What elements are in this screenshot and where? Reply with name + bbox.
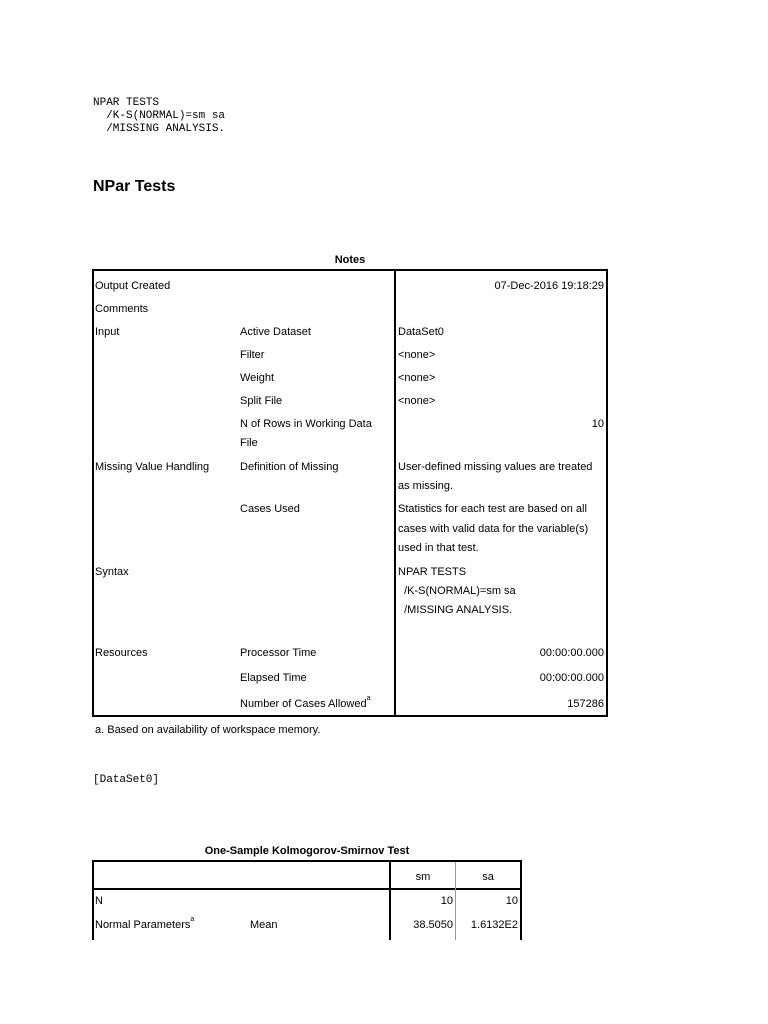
footnote-marker: a bbox=[190, 916, 195, 923]
syntax-line: NPAR TESTS bbox=[93, 97, 160, 109]
notes-footnote: a. Based on availability of workspace memory. bbox=[95, 724, 321, 736]
active-dataset-label: Active Dataset bbox=[240, 326, 311, 338]
dataset-tag: [DataSet0] bbox=[93, 774, 160, 786]
cases-used-value-cont: used in that test. bbox=[398, 542, 479, 554]
ks-mean-sa: 1.6132E2 bbox=[470, 919, 518, 931]
output-created-value: 07-Dec-2016 19:18:29 bbox=[494, 280, 604, 292]
ks-n-sm: 10 bbox=[440, 895, 453, 907]
cases-allowed-value: 157286 bbox=[567, 698, 604, 710]
processor-time-value: 00:00:00.000 bbox=[539, 647, 604, 659]
syntax-label: Syntax bbox=[95, 566, 129, 578]
missing-value-handling-label: Missing Value Handling bbox=[95, 461, 210, 473]
syntax-value: NPAR TESTS bbox=[398, 566, 467, 578]
ks-n-label: N bbox=[95, 895, 103, 907]
syntax-value-cont: /MISSING ANALYSIS. bbox=[398, 604, 513, 616]
n-rows-label-cont: File bbox=[240, 437, 258, 449]
split-file-label: Split File bbox=[240, 395, 283, 407]
filter-label: Filter bbox=[240, 349, 265, 361]
notes-column-divider bbox=[394, 271, 396, 715]
ks-n-sa: 10 bbox=[505, 895, 518, 907]
cases-used-value: Statistics for each test are based on all bbox=[398, 503, 587, 515]
definition-of-missing-label: Definition of Missing bbox=[240, 461, 339, 473]
weight-label: Weight bbox=[240, 372, 275, 384]
elapsed-time-value: 00:00:00.000 bbox=[539, 672, 604, 684]
split-file-value: <none> bbox=[398, 395, 436, 407]
npar-tests-heading: NPar Tests bbox=[93, 178, 176, 195]
cases-allowed-label-text: Number of Cases Allowed bbox=[240, 698, 367, 710]
notes-table-title: Notes bbox=[334, 254, 366, 266]
output-created-label: Output Created bbox=[95, 280, 171, 292]
comments-label: Comments bbox=[95, 303, 149, 315]
cases-allowed-label bbox=[240, 695, 370, 714]
ks-header-rule bbox=[92, 888, 522, 890]
ks-mean-sm: 38.5050 bbox=[413, 919, 453, 931]
cases-used-value-cont: cases with valid data for the variable(s) bbox=[398, 523, 589, 535]
resources-label: Resources bbox=[95, 647, 148, 659]
definition-of-missing-value-cont: as missing. bbox=[398, 480, 454, 492]
input-label: Input bbox=[95, 326, 120, 338]
ks-col-sa: sa bbox=[482, 871, 494, 883]
ks-col-sm: sm bbox=[415, 871, 431, 883]
ks-normal-parameters-label bbox=[95, 916, 194, 935]
syntax-value-cont: /K-S(NORMAL)=sm sa bbox=[398, 585, 516, 597]
ks-normal-parameters-text: Normal Parameters bbox=[95, 919, 191, 931]
elapsed-time-label: Elapsed Time bbox=[240, 672, 307, 684]
processor-time-label: Processor Time bbox=[240, 647, 317, 659]
cases-used-label: Cases Used bbox=[240, 503, 300, 515]
n-rows-label: N of Rows in Working Data bbox=[240, 418, 372, 430]
syntax-block bbox=[93, 97, 225, 136]
footnote-marker: a bbox=[366, 695, 371, 702]
filter-value: <none> bbox=[398, 349, 436, 361]
ks-mean-label: Mean bbox=[250, 919, 278, 931]
active-dataset-value: DataSet0 bbox=[398, 326, 444, 338]
syntax-line: /MISSING ANALYSIS. bbox=[93, 123, 226, 135]
definition-of-missing-value: User-defined missing values are treated bbox=[398, 461, 593, 473]
ks-table-title: One-Sample Kolmogorov-Smirnov Test bbox=[204, 845, 410, 857]
syntax-line: /K-S(NORMAL)=sm sa bbox=[93, 110, 226, 122]
n-rows-value: 10 bbox=[591, 418, 604, 430]
weight-value: <none> bbox=[398, 372, 436, 384]
